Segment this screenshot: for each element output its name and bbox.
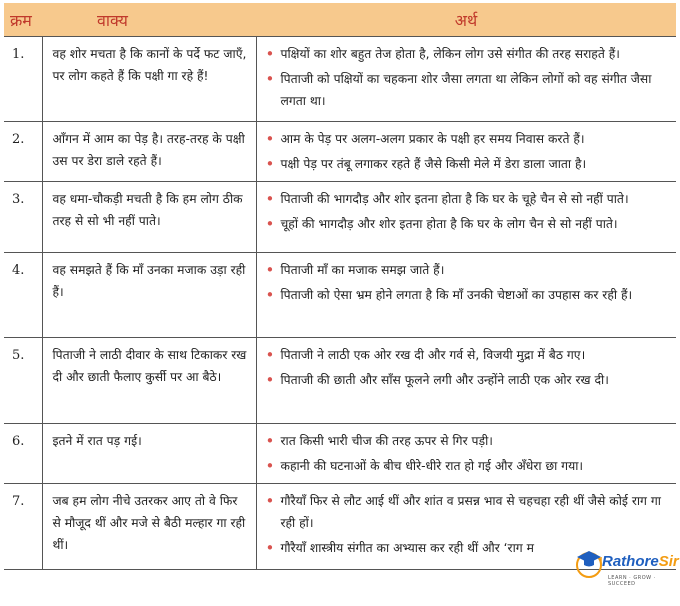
- meaning-list: [261, 344, 671, 391]
- row-sentence: जब हम लोग नीचे उतरकर आए तो वे फिर से मौजूद थीं और मजे से बैठी मल्हार गा रही थीं।: [42, 484, 256, 570]
- row-meanings: [256, 182, 676, 253]
- meaning-text: पिताजी को पक्षियों का चहकना शोर जैसा लगता था लेकिन लोगों को वह संगीत जैसा लगता था।: [280, 72, 652, 108]
- meaning-item: [261, 490, 671, 534]
- row-number: 5.: [4, 338, 42, 424]
- meaning-text: पिताजी की छाती और साँस फूलने लगी और उन्होंने लाठी एक ओर रख दी।: [280, 373, 609, 387]
- meaning-item: [261, 344, 671, 366]
- row-number: 2.: [4, 122, 42, 182]
- table-header-row: [4, 3, 676, 37]
- bullet-icon: •: [265, 346, 275, 364]
- meaning-text: पक्षी पेड़ पर तंबू लगाकर रहते हैं जैसे किसी मेले में डेरा डाला जाता है।: [280, 157, 587, 171]
- meaning-text: गौरैयाँ शास्त्रीय संगीत का अभ्यास कर रही थीं और ‘राग म: [280, 541, 534, 555]
- row-meanings: [256, 122, 676, 182]
- bullet-icon: •: [265, 457, 275, 475]
- bullet-icon: •: [265, 539, 275, 557]
- meaning-text: चूहों की भागदौड़ और शोर इतना होता है कि घर के लोग चैन से सो नहीं पाते।: [280, 217, 618, 231]
- meaning-text: आम के पेड़ पर अलग-अलग प्रकार के पक्षी हर समय निवास करते हैं।: [280, 132, 585, 146]
- meaning-list: [261, 259, 671, 306]
- bullet-icon: •: [265, 371, 275, 389]
- bullet-icon: •: [265, 432, 275, 450]
- brand-wordmark: [602, 553, 679, 570]
- meaning-item: [261, 455, 671, 477]
- meaning-item: [261, 68, 671, 112]
- row-sentence: आँगन में आम का पेड़ है। तरह-तरह के पक्षी उस पर डेरा डाले रहते हैं।: [42, 122, 256, 182]
- brand-logo: [574, 539, 678, 599]
- header-sentence: वाक्य: [42, 3, 256, 37]
- meaning-list: [261, 188, 671, 235]
- meaning-text: गौरैयाँ फिर से लौट आई थीं और शांत व प्रसन्न भाव से चहचहा रही थीं जैसे कोई राग गा रही हों।: [280, 494, 661, 530]
- meaning-item: [261, 43, 671, 65]
- meaning-item: [261, 188, 671, 210]
- meaning-list: [261, 430, 671, 477]
- table-row: [4, 182, 676, 253]
- row-sentence: वह समझते हैं कि माँ उनका मजाक उड़ा रही हैं।: [42, 253, 256, 338]
- meaning-text: पिताजी की भागदौड़ और शोर इतना होता है कि घर के चूहे चैन से सो नहीं पाते।: [280, 192, 629, 206]
- bullet-icon: •: [265, 261, 275, 279]
- bullet-icon: •: [265, 155, 275, 173]
- row-number: 6.: [4, 424, 42, 484]
- meaning-item: [261, 259, 671, 281]
- meaning-item: [261, 153, 671, 175]
- bullet-icon: •: [265, 492, 275, 510]
- bullet-icon: •: [265, 286, 275, 304]
- meaning-text: रात किसी भारी चीज की तरह ऊपर से गिर पड़ी।: [280, 434, 493, 448]
- brand-word-b: Sir: [658, 553, 679, 570]
- row-meanings: [256, 253, 676, 338]
- meaning-text: कहानी की घटनाओं के बीच धीरे-धीरे रात हो गई और अँधेरा छा गया।: [280, 459, 584, 473]
- meaning-text: पक्षियों का शोर बहुत तेज होता है, लेकिन लोग उसे संगीत की तरह सराहते हैं।: [280, 47, 620, 61]
- row-number: 4.: [4, 253, 42, 338]
- bullet-icon: •: [265, 45, 275, 63]
- bullet-icon: •: [265, 190, 275, 208]
- bullet-icon: •: [265, 130, 275, 148]
- row-number: 3.: [4, 182, 42, 253]
- brand-tagline: LEARN · GROW · SUCCEED: [608, 575, 656, 587]
- bullet-icon: •: [265, 215, 275, 233]
- table-row: [4, 253, 676, 338]
- brand-word-a: Rathore: [602, 553, 659, 570]
- table-row: [4, 37, 676, 122]
- row-number: 7.: [4, 484, 42, 570]
- row-meanings: [256, 424, 676, 484]
- meaning-item: [261, 213, 671, 235]
- graduation-cap-icon: [574, 545, 604, 579]
- header-meaning: अर्थ: [256, 3, 676, 37]
- meaning-text: पिताजी को ऐसा भ्रम होने लगता है कि माँ उनकी चेष्टाओं का उपहास कर रही हैं।: [280, 288, 633, 302]
- meaning-list: [261, 128, 671, 175]
- row-sentence: पिताजी ने लाठी दीवार के साथ टिकाकर रख दी और छाती फैलाए कुर्सी पर आ बैठे।: [42, 338, 256, 424]
- table-row: [4, 338, 676, 424]
- row-sentence: वह शोर मचता है कि कानों के पर्दे फट जाएँ, पर लोग कहते हैं कि पक्षी गा रहे हैं!: [42, 37, 256, 122]
- row-sentence: वह धमा-चौकड़ी मचती है कि हम लोग ठीक तरह से सो भी नहीं पाते।: [42, 182, 256, 253]
- meaning-item: [261, 128, 671, 150]
- row-number: 1.: [4, 37, 42, 122]
- vocabulary-table-page: [4, 3, 676, 570]
- meaning-list: [261, 43, 671, 112]
- table-row: [4, 424, 676, 484]
- meaning-text: पिताजी माँ का मजाक समझ जाते हैं।: [280, 263, 445, 277]
- meaning-item: [261, 430, 671, 452]
- bullet-icon: •: [265, 70, 275, 88]
- row-sentence: इतने में रात पड़ गई।: [42, 424, 256, 484]
- meaning-item: [261, 369, 671, 391]
- row-meanings: [256, 338, 676, 424]
- sentence-meaning-table: [4, 3, 676, 570]
- row-meanings: [256, 37, 676, 122]
- meaning-text: पिताजी ने लाठी एक ओर रख दी और गर्व से, विजयी मुद्रा में बैठ गए।: [280, 348, 586, 362]
- meaning-item: [261, 284, 671, 306]
- header-serial: क्रम: [4, 3, 42, 37]
- table-row: [4, 122, 676, 182]
